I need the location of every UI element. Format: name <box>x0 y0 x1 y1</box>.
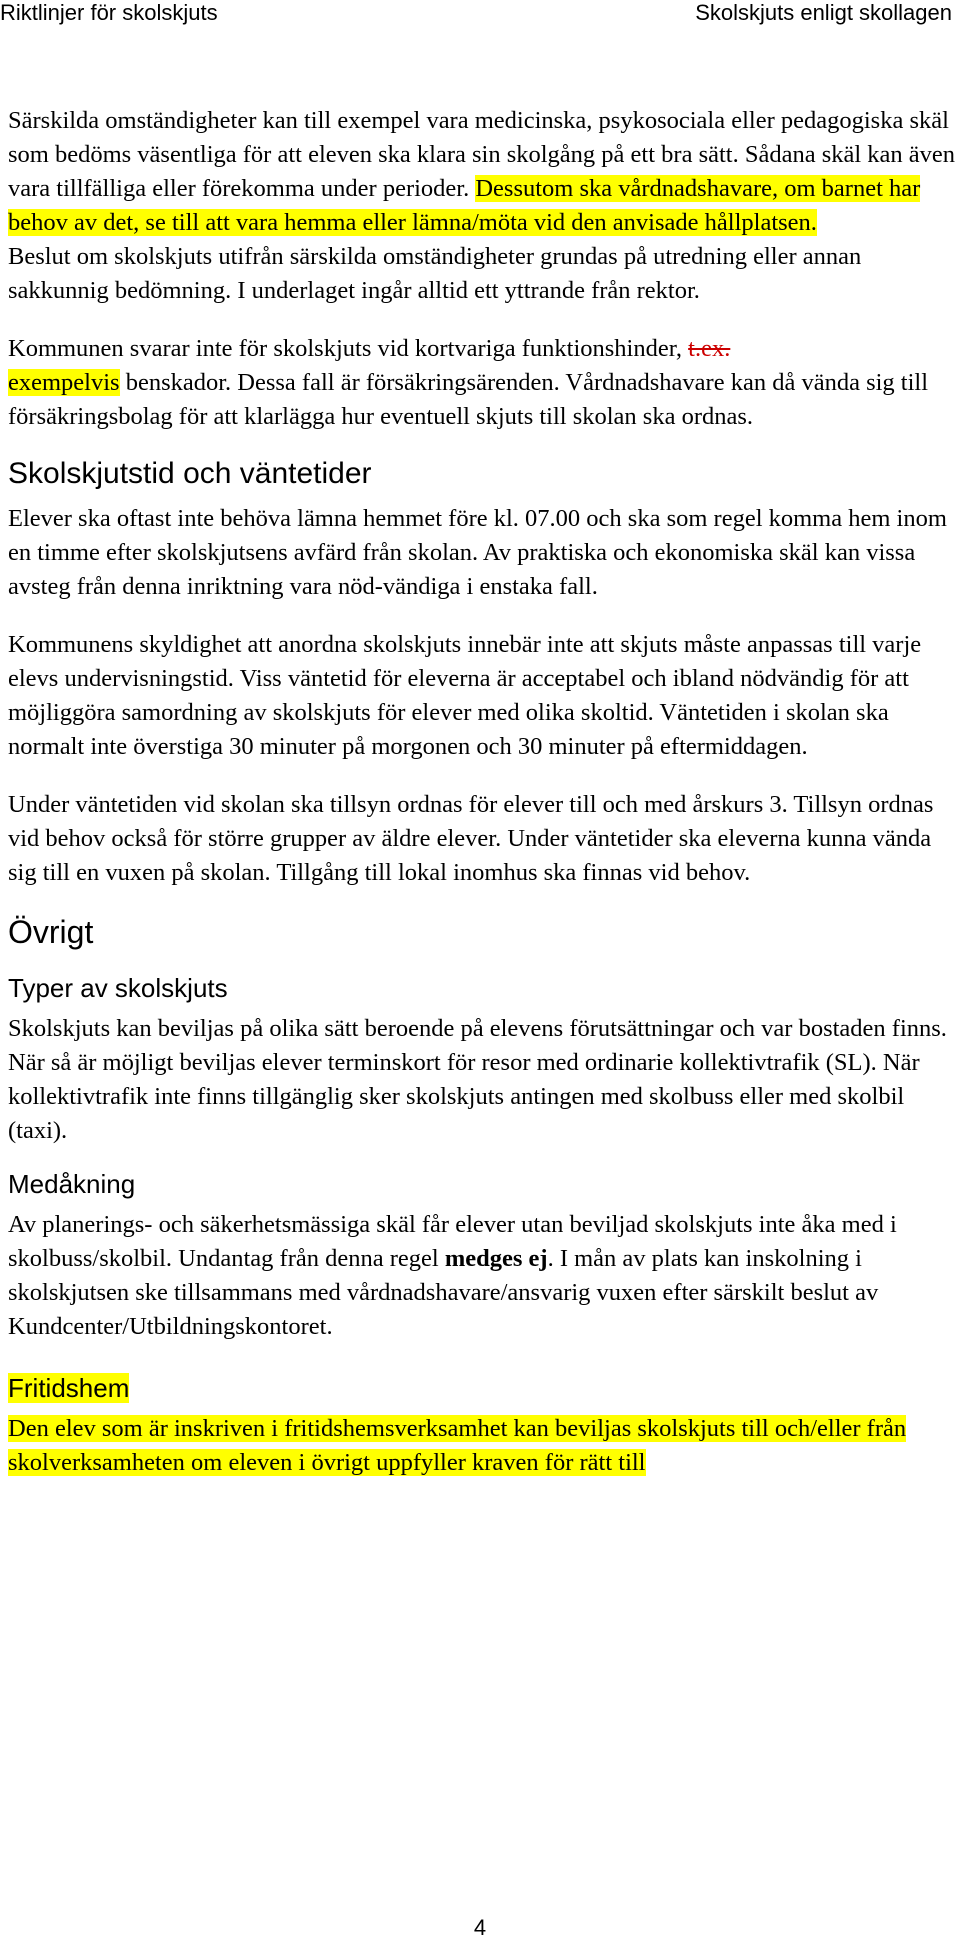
subheading-typer: Typer av skolskjuts <box>8 973 228 1003</box>
page-number: 4 <box>473 1915 487 1940</box>
paragraph-decision-basis: Beslut om skolskjuts utifrån särskilda omständigheter grundas på utredning eller annan sakkunnig bedömning. I underlaget ingår alltid ett yttrande från rektor. <box>8 243 862 304</box>
deleted-text: t.ex. <box>688 335 731 362</box>
inserted-text: exempelvis <box>8 369 120 396</box>
paragraph-after-school <box>8 1412 956 1480</box>
document-body <box>8 104 956 1480</box>
subheading-medakning: Medåkning <box>8 1169 136 1199</box>
section-heading-ovrigt: Övrigt <box>8 914 94 950</box>
paragraph-ride-along <box>8 1208 956 1344</box>
subheading-fritidshem <box>8 1372 956 1404</box>
paragraph-supervision: Under väntetiden vid skolan ska tillsyn ordnas för elever till och med årskurs 3. Tillsyn ordnas vid behov också för större grupper av äldre elever. Under väntetider ska eleverna kunna vända sig till en vuxen på skolan. Tillgång till lokal inomhus ska finnas vid behov. <box>8 791 934 886</box>
paragraph-waiting-time: Kommunens skyldighet att anordna skolskjuts innebär inte att skjuts måste anpassas till varje elevs undervisningstid. Viss väntetid för eleverna är acceptabel och ibland nödvändig för att möjliggöra samordning av skolskjuts för elever med olika skoltid. Väntetiden i skolan ska normalt inte överstiga 30 minuter på morgonen och 30 minuter på eftermiddagen. <box>8 631 922 760</box>
header-left-title: Riktlinjer för skolskjuts <box>0 0 218 25</box>
highlighted-heading: Fritidshem <box>8 1373 130 1403</box>
paragraph-departure-times: Elever ska oftast inte behöva lämna hemmet före kl. 07.00 och ska som regel komma hem inom en timme efter skolskjutsens avfärd från skolan. Av praktiska och ekonomiska skäl kan vissa avsteg från denna inriktning vara nöd-vändiga i enstaka fall. <box>8 505 947 600</box>
page-header <box>0 0 960 30</box>
paragraph-short-term-disability <box>8 332 956 434</box>
section-heading-skolskjutstid: Skolskjutstid och väntetider <box>8 457 372 490</box>
paragraph-special-circumstances <box>8 104 956 240</box>
paragraph-text: . I mån av plats kan inskolning i skolskjutsen ske tillsammans med vårdnadshavare/ansvarig vuxen efter särskilt beslut av Kundcenter/Utbildningskontoret. <box>8 1245 879 1340</box>
paragraph-text: Kommunen svarar inte för skolskjuts vid kortvariga funktionshinder, <box>8 335 689 362</box>
paragraph-text: Av planerings- och säkerhetsmässiga skäl får elever utan beviljad skolskjuts inte åka med i skolbuss/skolbil. Undantag från denna regel <box>8 1211 897 1272</box>
paragraph-text: Särskilda omständigheter kan till exempel vara medicinska, psykosociala eller pedagogiska skäl som bedöms väsentliga för att eleven ska klara sin skolgång på ett bra sätt. Sådana skäl kan även vara tillfälliga eller förekomma under perioder. <box>8 107 956 202</box>
highlighted-text: Dessutom ska vårdnadshavare, om barnet har behov av det, se till att vara hemma eller lämna/möta vid den anvisade hållplatsen. <box>8 175 921 236</box>
header-right-title: Skolskjuts enligt skollagen <box>695 0 952 25</box>
paragraph-types: Skolskjuts kan beviljas på olika sätt beroende på elevens förutsättningar och var bostaden finns. När så är möjligt beviljas elever terminskort för resor med ordinarie kollektivtrafik (SL). När kollektivtrafik inte finns tillgänglig sker skolskjuts antingen med skolbuss eller med skolbil (taxi). <box>8 1015 947 1144</box>
paragraph-text: benskador. Dessa fall är försäkringsärenden. Vårdnadshavare kan då vända sig till försäkringsbolag för att klarlägga hur eventuell skjuts till skolan ska ordnas. <box>8 369 929 430</box>
bold-text: medges ej <box>444 1245 548 1272</box>
highlighted-text: Den elev som är inskriven i fritidshemsverksamhet kan beviljas skolskjuts till och/eller från skolverksamheten om eleven i övrigt uppfyller kraven för rätt till <box>8 1415 907 1476</box>
